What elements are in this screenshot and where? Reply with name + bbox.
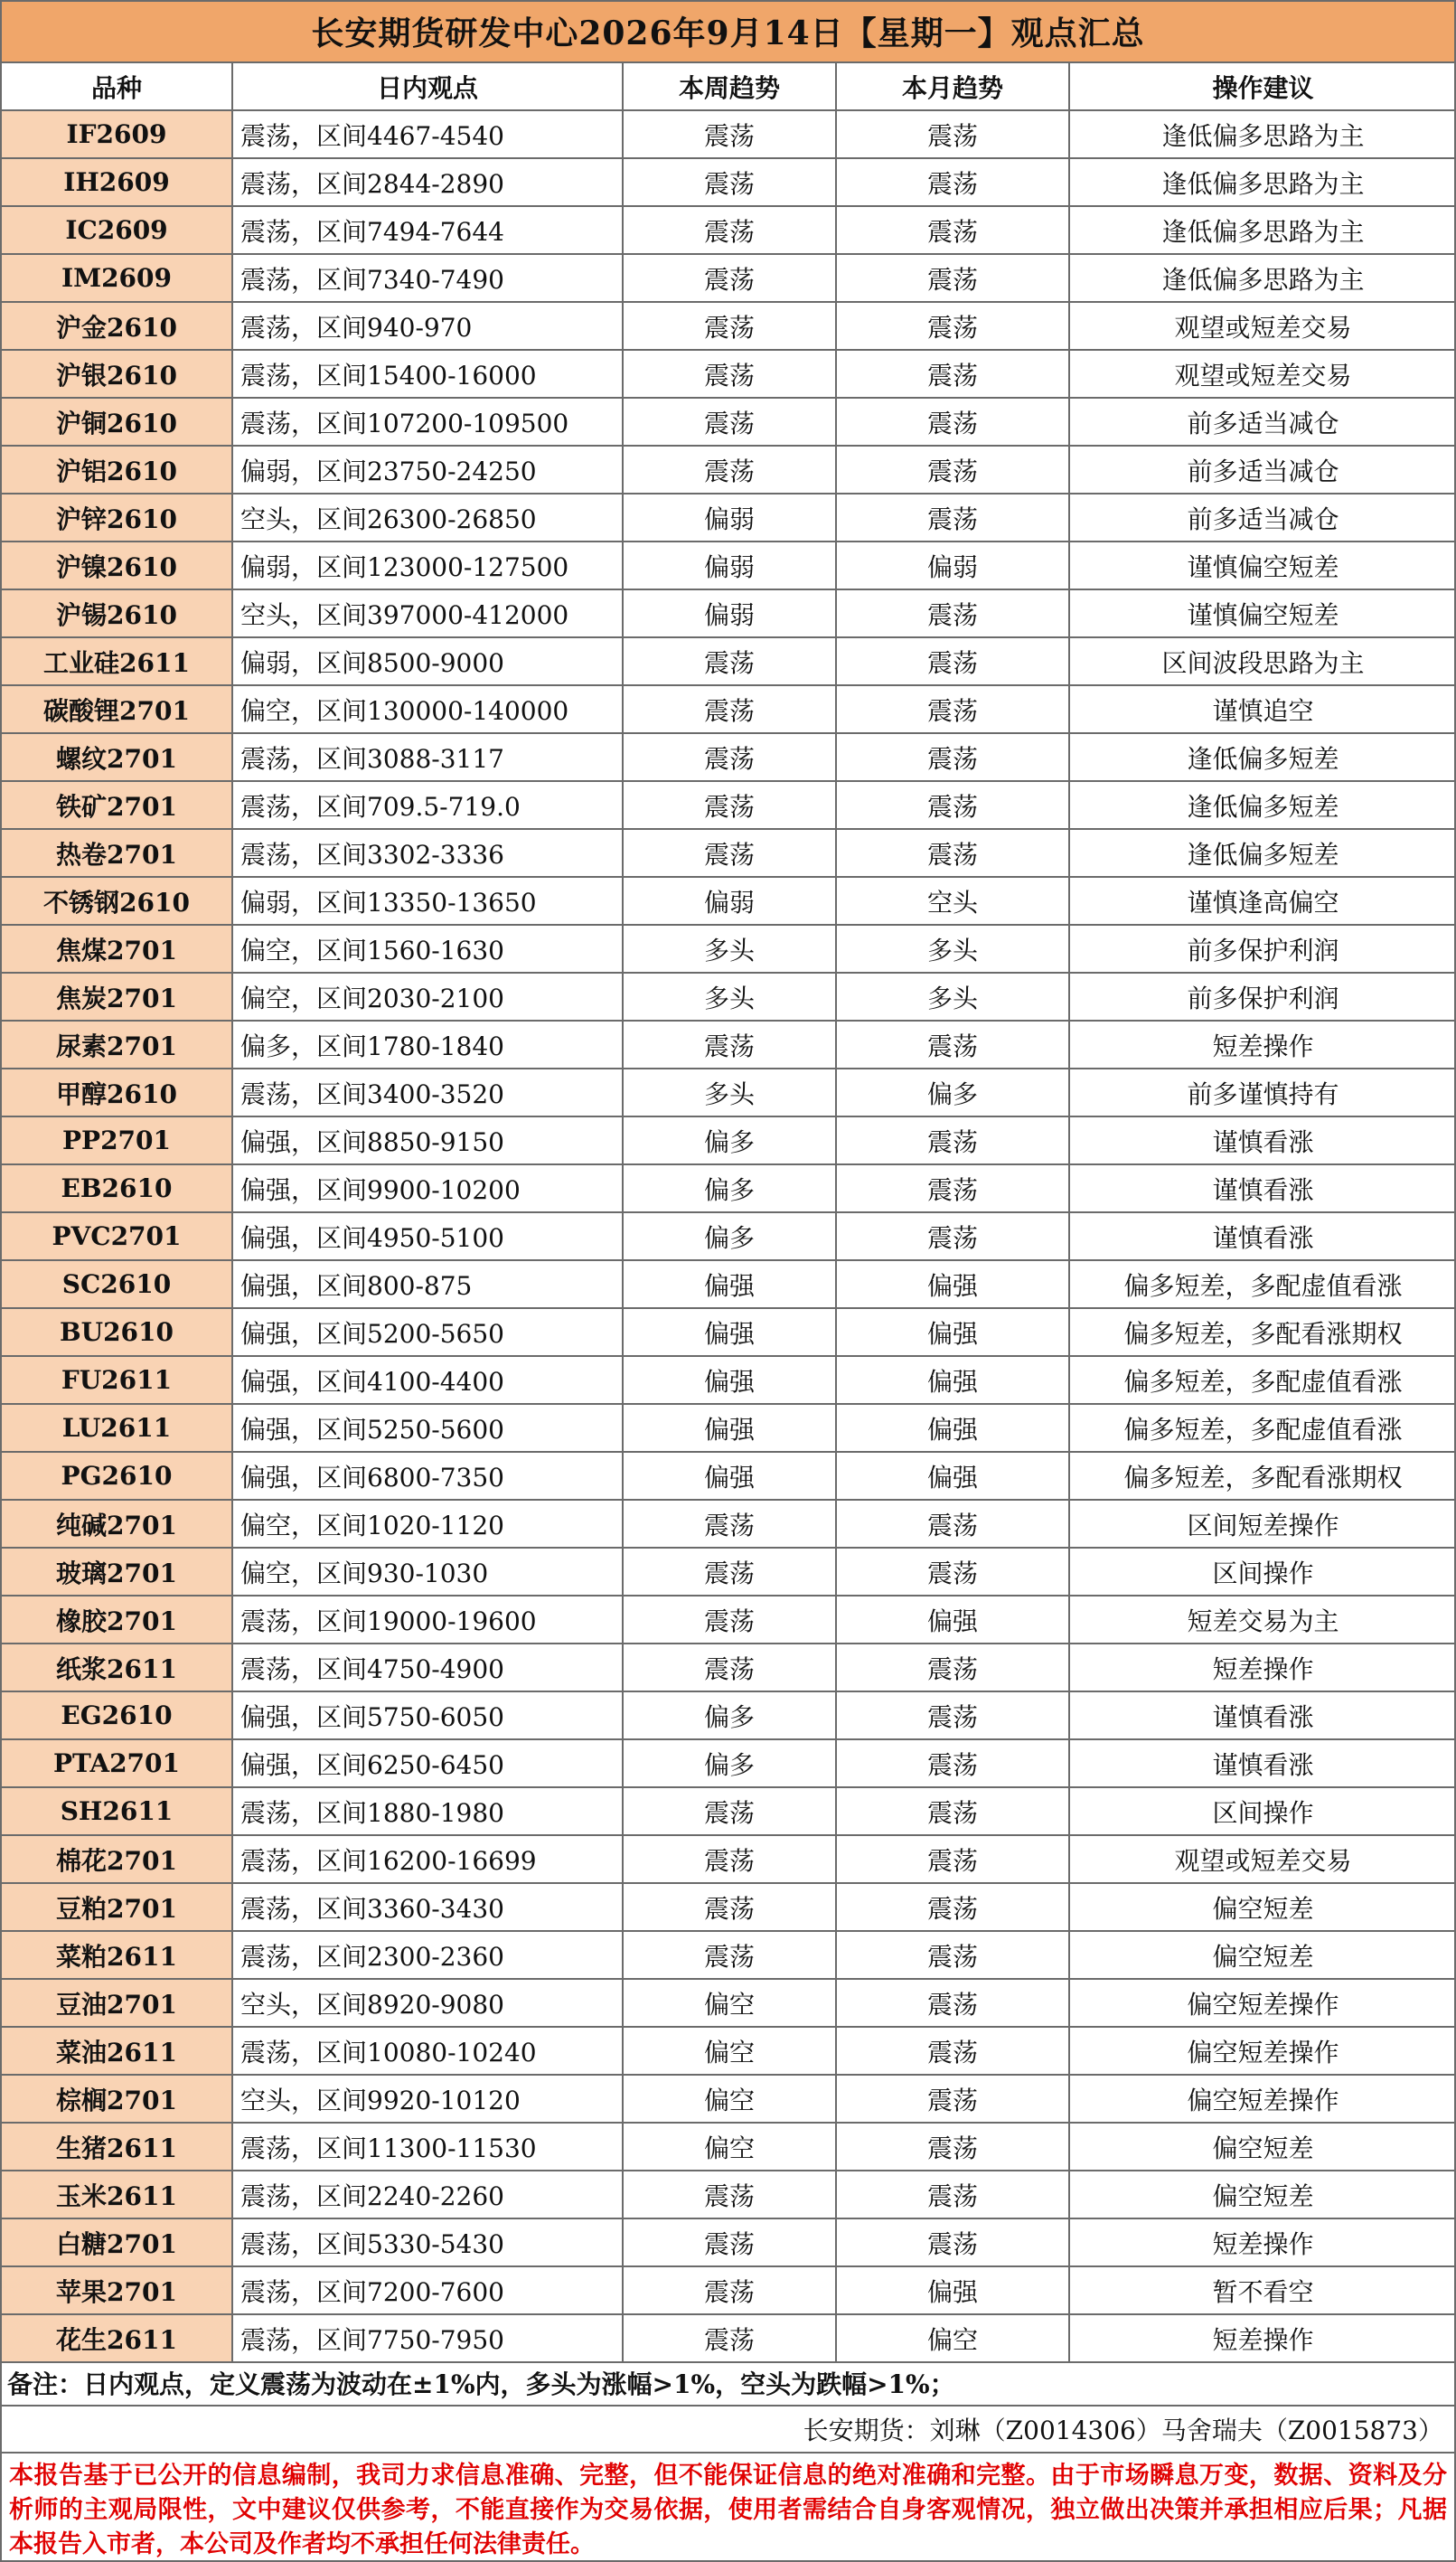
- variety-cell: IM2609: [1, 254, 232, 302]
- variety-cell: 沪金2610: [1, 302, 232, 350]
- table-row: [1, 637, 1456, 685]
- header-monthly-trend: 本月趋势: [836, 62, 1069, 110]
- table-row: [1, 302, 1456, 350]
- intraday-view-cell: 偏强，区间5250-5600: [232, 1404, 623, 1452]
- variety-cell: 铁矿2701: [1, 781, 232, 829]
- weekly-trend-cell: 偏弱: [623, 877, 836, 925]
- monthly-trend-cell: 偏强: [836, 2266, 1069, 2314]
- advice-cell: 偏多短差，多配虚值看涨: [1069, 1404, 1456, 1452]
- weekly-trend-cell: 震荡: [623, 2171, 836, 2218]
- table-row: [1, 973, 1456, 1021]
- variety-cell: 碳酸锂2701: [1, 685, 232, 733]
- advice-cell: 偏空短差操作: [1069, 2075, 1456, 2123]
- weekly-trend-cell: 偏强: [623, 1404, 836, 1452]
- monthly-trend-cell: 震荡: [836, 1931, 1069, 1979]
- variety-cell: SH2611: [1, 1787, 232, 1835]
- table-row: [1, 2123, 1456, 2171]
- monthly-trend-cell: 震荡: [836, 2075, 1069, 2123]
- table-row: [1, 1979, 1456, 2027]
- advice-cell: 偏空短差操作: [1069, 2027, 1456, 2075]
- intraday-view-cell: 偏强，区间6250-6450: [232, 1739, 623, 1787]
- table-row: [1, 1596, 1456, 1644]
- table-row: [1, 1260, 1456, 1308]
- monthly-trend-cell: 震荡: [836, 1116, 1069, 1164]
- table-row: [1, 398, 1456, 446]
- table-row: [1, 1308, 1456, 1356]
- variety-cell: PVC2701: [1, 1212, 232, 1260]
- table-row: [1, 685, 1456, 733]
- advice-cell: 谨慎看涨: [1069, 1212, 1456, 1260]
- weekly-trend-cell: 震荡: [623, 733, 836, 781]
- table-row: [1, 781, 1456, 829]
- weekly-trend-cell: 震荡: [623, 398, 836, 446]
- variety-cell: 白糖2701: [1, 2218, 232, 2266]
- monthly-trend-cell: 震荡: [836, 1979, 1069, 2027]
- table-row: [1, 1691, 1456, 1739]
- advice-cell: 短差操作: [1069, 1021, 1456, 1069]
- table-row: [1, 733, 1456, 781]
- intraday-view-cell: 偏强，区间4100-4400: [232, 1356, 623, 1404]
- advice-cell: 前多适当减仓: [1069, 446, 1456, 494]
- advice-cell: 观望或短差交易: [1069, 350, 1456, 398]
- variety-cell: 螺纹2701: [1, 733, 232, 781]
- table-row: [1, 1548, 1456, 1596]
- intraday-view-cell: 偏强，区间800-875: [232, 1260, 623, 1308]
- weekly-trend-cell: 偏多: [623, 1691, 836, 1739]
- variety-cell: IH2609: [1, 158, 232, 206]
- table-row: [1, 542, 1456, 589]
- monthly-trend-cell: 震荡: [836, 302, 1069, 350]
- weekly-trend-cell: 震荡: [623, 350, 836, 398]
- variety-cell: 玻璃2701: [1, 1548, 232, 1596]
- intraday-view-cell: 震荡，区间107200-109500: [232, 398, 623, 446]
- weekly-trend-cell: 震荡: [623, 781, 836, 829]
- advice-cell: 区间操作: [1069, 1548, 1456, 1596]
- advice-cell: 前多适当减仓: [1069, 398, 1456, 446]
- variety-cell: 焦炭2701: [1, 973, 232, 1021]
- table-row: [1, 2171, 1456, 2218]
- monthly-trend-cell: 震荡: [836, 1212, 1069, 1260]
- table-row: [1, 110, 1456, 158]
- table-row: [1, 158, 1456, 206]
- weekly-trend-cell: 偏弱: [623, 589, 836, 637]
- weekly-trend-cell: 震荡: [623, 1883, 836, 1931]
- variety-cell: 焦煤2701: [1, 925, 232, 973]
- intraday-view-cell: 震荡，区间2844-2890: [232, 158, 623, 206]
- variety-cell: EG2610: [1, 1691, 232, 1739]
- weekly-trend-cell: 偏多: [623, 1116, 836, 1164]
- intraday-view-cell: 震荡，区间4750-4900: [232, 1644, 623, 1691]
- weekly-trend-cell: 多头: [623, 925, 836, 973]
- weekly-trend-cell: 震荡: [623, 1596, 836, 1644]
- monthly-trend-cell: 震荡: [836, 2027, 1069, 2075]
- monthly-trend-cell: 多头: [836, 925, 1069, 973]
- variety-cell: 棕榈2701: [1, 2075, 232, 2123]
- advice-cell: 前多保护利润: [1069, 973, 1456, 1021]
- intraday-view-cell: 震荡，区间709.5-719.0: [232, 781, 623, 829]
- monthly-trend-cell: 震荡: [836, 2218, 1069, 2266]
- intraday-view-cell: 偏空，区间1560-1630: [232, 925, 623, 973]
- table-row: [1, 2314, 1456, 2362]
- weekly-trend-cell: 震荡: [623, 1835, 836, 1883]
- header-variety: 品种: [1, 62, 232, 110]
- footnote: 备注：日内观点，定义震荡为波动在±1%内，多头为涨幅>1%，空头为跌幅>1%；: [0, 2361, 1456, 2407]
- table-row: [1, 2218, 1456, 2266]
- intraday-view-cell: 震荡，区间7750-7950: [232, 2314, 623, 2362]
- table-row: [1, 589, 1456, 637]
- advice-cell: 短差操作: [1069, 1644, 1456, 1691]
- intraday-view-cell: 偏多，区间1780-1840: [232, 1021, 623, 1069]
- weekly-trend-cell: 震荡: [623, 1021, 836, 1069]
- variety-cell: 生猪2611: [1, 2123, 232, 2171]
- variety-cell: 沪镍2610: [1, 542, 232, 589]
- intraday-view-cell: 震荡，区间940-970: [232, 302, 623, 350]
- monthly-trend-cell: 震荡: [836, 446, 1069, 494]
- monthly-trend-cell: 空头: [836, 877, 1069, 925]
- intraday-view-cell: 震荡，区间3088-3117: [232, 733, 623, 781]
- advice-cell: 谨慎看涨: [1069, 1116, 1456, 1164]
- weekly-trend-cell: 震荡: [623, 2218, 836, 2266]
- monthly-trend-cell: 震荡: [836, 781, 1069, 829]
- intraday-view-cell: 偏强，区间5200-5650: [232, 1308, 623, 1356]
- weekly-trend-cell: 偏空: [623, 2123, 836, 2171]
- intraday-view-cell: 震荡，区间7200-7600: [232, 2266, 623, 2314]
- intraday-view-cell: 偏弱，区间13350-13650: [232, 877, 623, 925]
- weekly-trend-cell: 震荡: [623, 254, 836, 302]
- table-row: [1, 877, 1456, 925]
- intraday-view-cell: 偏空，区间1020-1120: [232, 1500, 623, 1548]
- table-row: [1, 1164, 1456, 1212]
- monthly-trend-cell: 震荡: [836, 1021, 1069, 1069]
- variety-cell: 橡胶2701: [1, 1596, 232, 1644]
- intraday-view-cell: 震荡，区间2240-2260: [232, 2171, 623, 2218]
- intraday-view-cell: 震荡，区间11300-11530: [232, 2123, 623, 2171]
- intraday-view-cell: 空头，区间9920-10120: [232, 2075, 623, 2123]
- weekly-trend-cell: 震荡: [623, 637, 836, 685]
- advice-cell: 谨慎偏空短差: [1069, 542, 1456, 589]
- advice-cell: 偏空短差: [1069, 2123, 1456, 2171]
- table-row: [1, 1069, 1456, 1116]
- advice-cell: 谨慎看涨: [1069, 1164, 1456, 1212]
- intraday-view-cell: 空头，区间26300-26850: [232, 494, 623, 542]
- variety-cell: 豆粕2701: [1, 1883, 232, 1931]
- monthly-trend-cell: 震荡: [836, 350, 1069, 398]
- monthly-trend-cell: 震荡: [836, 158, 1069, 206]
- table-row: [1, 1404, 1456, 1452]
- advice-cell: 偏多短差，多配虚值看涨: [1069, 1356, 1456, 1404]
- monthly-trend-cell: 偏强: [836, 1260, 1069, 1308]
- monthly-trend-cell: 震荡: [836, 829, 1069, 877]
- weekly-trend-cell: 偏空: [623, 2075, 836, 2123]
- variety-cell: EB2610: [1, 1164, 232, 1212]
- intraday-view-cell: 震荡，区间4467-4540: [232, 110, 623, 158]
- table-row: [1, 206, 1456, 254]
- weekly-trend-cell: 偏空: [623, 2027, 836, 2075]
- advice-cell: 短差操作: [1069, 2218, 1456, 2266]
- variety-cell: 棉花2701: [1, 1835, 232, 1883]
- advice-cell: 逢低偏多思路为主: [1069, 206, 1456, 254]
- intraday-view-cell: 偏弱，区间8500-9000: [232, 637, 623, 685]
- variety-cell: 尿素2701: [1, 1021, 232, 1069]
- advice-cell: 谨慎看涨: [1069, 1739, 1456, 1787]
- advice-cell: 观望或短差交易: [1069, 1835, 1456, 1883]
- variety-cell: 沪锡2610: [1, 589, 232, 637]
- monthly-trend-cell: 震荡: [836, 2123, 1069, 2171]
- weekly-trend-cell: 偏强: [623, 1308, 836, 1356]
- variety-cell: 沪铜2610: [1, 398, 232, 446]
- weekly-trend-cell: 震荡: [623, 829, 836, 877]
- advice-cell: 偏空短差: [1069, 1931, 1456, 1979]
- weekly-trend-cell: 震荡: [623, 110, 836, 158]
- page-title: 长安期货研发中心2026年9月14日【星期一】观点汇总: [0, 0, 1456, 63]
- monthly-trend-cell: 震荡: [836, 733, 1069, 781]
- advice-cell: 偏空短差: [1069, 1883, 1456, 1931]
- advice-cell: 逢低偏多思路为主: [1069, 158, 1456, 206]
- advice-cell: 谨慎追空: [1069, 685, 1456, 733]
- table-row: [1, 254, 1456, 302]
- variety-cell: 沪银2610: [1, 350, 232, 398]
- advice-cell: 偏空短差: [1069, 2171, 1456, 2218]
- table-row: [1, 1212, 1456, 1260]
- variety-cell: LU2611: [1, 1404, 232, 1452]
- author-line: 长安期货：刘琳（Z0014306）马舍瑞夫（Z0015873）: [0, 2407, 1456, 2454]
- monthly-trend-cell: 偏强: [836, 1596, 1069, 1644]
- weekly-trend-cell: 偏弱: [623, 494, 836, 542]
- weekly-trend-cell: 震荡: [623, 1548, 836, 1596]
- advice-cell: 前多适当减仓: [1069, 494, 1456, 542]
- monthly-trend-cell: 震荡: [836, 1787, 1069, 1835]
- variety-cell: 沪铝2610: [1, 446, 232, 494]
- variety-cell: 纯碱2701: [1, 1500, 232, 1548]
- monthly-trend-cell: 震荡: [836, 589, 1069, 637]
- intraday-view-cell: 震荡，区间1880-1980: [232, 1787, 623, 1835]
- header-operation-advice: 操作建议: [1069, 62, 1456, 110]
- variety-cell: 菜油2611: [1, 2027, 232, 2075]
- advice-cell: 偏多短差，多配看涨期权: [1069, 1308, 1456, 1356]
- intraday-view-cell: 偏强，区间9900-10200: [232, 1164, 623, 1212]
- monthly-trend-cell: 震荡: [836, 494, 1069, 542]
- intraday-view-cell: 偏强，区间4950-5100: [232, 1212, 623, 1260]
- header-intraday-view: 日内观点: [232, 62, 623, 110]
- weekly-trend-cell: 震荡: [623, 446, 836, 494]
- table-row: [1, 1021, 1456, 1069]
- advice-cell: 逢低偏多思路为主: [1069, 254, 1456, 302]
- variety-cell: IC2609: [1, 206, 232, 254]
- weekly-trend-cell: 偏多: [623, 1212, 836, 1260]
- weekly-trend-cell: 偏空: [623, 1979, 836, 2027]
- weekly-trend-cell: 震荡: [623, 158, 836, 206]
- variety-cell: PG2610: [1, 1452, 232, 1500]
- variety-cell: 甲醇2610: [1, 1069, 232, 1116]
- intraday-view-cell: 偏空，区间2030-2100: [232, 973, 623, 1021]
- monthly-trend-cell: 震荡: [836, 1835, 1069, 1883]
- intraday-view-cell: 震荡，区间10080-10240: [232, 2027, 623, 2075]
- variety-cell: 菜粕2611: [1, 1931, 232, 1979]
- weekly-trend-cell: 偏强: [623, 1356, 836, 1404]
- intraday-view-cell: 偏空，区间930-1030: [232, 1548, 623, 1596]
- intraday-view-cell: 震荡，区间3302-3336: [232, 829, 623, 877]
- table-row: [1, 1644, 1456, 1691]
- variety-cell: 纸浆2611: [1, 1644, 232, 1691]
- monthly-trend-cell: 震荡: [836, 1739, 1069, 1787]
- table-row: [1, 829, 1456, 877]
- advice-cell: 前多保护利润: [1069, 925, 1456, 973]
- table-row: [1, 1739, 1456, 1787]
- table-row: [1, 1452, 1456, 1500]
- variety-cell: BU2610: [1, 1308, 232, 1356]
- variety-cell: IF2609: [1, 110, 232, 158]
- monthly-trend-cell: 震荡: [836, 1644, 1069, 1691]
- intraday-view-cell: 震荡，区间2300-2360: [232, 1931, 623, 1979]
- monthly-trend-cell: 震荡: [836, 1548, 1069, 1596]
- monthly-trend-cell: 震荡: [836, 1691, 1069, 1739]
- header-weekly-trend: 本周趋势: [623, 62, 836, 110]
- intraday-view-cell: 震荡，区间7340-7490: [232, 254, 623, 302]
- viewpoint-table: [0, 61, 1456, 2363]
- weekly-trend-cell: 震荡: [623, 1644, 836, 1691]
- advice-cell: 逢低偏多短差: [1069, 733, 1456, 781]
- intraday-view-cell: 偏弱，区间23750-24250: [232, 446, 623, 494]
- monthly-trend-cell: 多头: [836, 973, 1069, 1021]
- advice-cell: 逢低偏多短差: [1069, 781, 1456, 829]
- advice-cell: 逢低偏多思路为主: [1069, 110, 1456, 158]
- weekly-trend-cell: 偏强: [623, 1260, 836, 1308]
- advice-cell: 短差操作: [1069, 2314, 1456, 2362]
- table-row: [1, 1116, 1456, 1164]
- variety-cell: 热卷2701: [1, 829, 232, 877]
- monthly-trend-cell: 偏强: [836, 1452, 1069, 1500]
- variety-cell: PTA2701: [1, 1739, 232, 1787]
- variety-cell: 玉米2611: [1, 2171, 232, 2218]
- advice-cell: 偏多短差，多配看涨期权: [1069, 1452, 1456, 1500]
- monthly-trend-cell: 偏空: [836, 2314, 1069, 2362]
- monthly-trend-cell: 震荡: [836, 1883, 1069, 1931]
- advice-cell: 区间操作: [1069, 1787, 1456, 1835]
- weekly-trend-cell: 震荡: [623, 2314, 836, 2362]
- table-row: [1, 494, 1456, 542]
- table-row: [1, 2266, 1456, 2314]
- variety-cell: 工业硅2611: [1, 637, 232, 685]
- intraday-view-cell: 空头，区间397000-412000: [232, 589, 623, 637]
- weekly-trend-cell: 偏多: [623, 1164, 836, 1212]
- weekly-trend-cell: 偏强: [623, 1452, 836, 1500]
- weekly-trend-cell: 震荡: [623, 1787, 836, 1835]
- intraday-view-cell: 震荡，区间15400-16000: [232, 350, 623, 398]
- weekly-trend-cell: 震荡: [623, 206, 836, 254]
- weekly-trend-cell: 多头: [623, 973, 836, 1021]
- weekly-trend-cell: 震荡: [623, 1931, 836, 1979]
- monthly-trend-cell: 偏强: [836, 1356, 1069, 1404]
- monthly-trend-cell: 偏弱: [836, 542, 1069, 589]
- variety-cell: PP2701: [1, 1116, 232, 1164]
- advice-cell: 区间短差操作: [1069, 1500, 1456, 1548]
- table-row: [1, 350, 1456, 398]
- intraday-view-cell: 偏强，区间6800-7350: [232, 1452, 623, 1500]
- table-row: [1, 1835, 1456, 1883]
- table-row: [1, 925, 1456, 973]
- variety-cell: 苹果2701: [1, 2266, 232, 2314]
- advice-cell: 逢低偏多短差: [1069, 829, 1456, 877]
- monthly-trend-cell: 震荡: [836, 1500, 1069, 1548]
- variety-cell: 豆油2701: [1, 1979, 232, 2027]
- table-header-row: [1, 62, 1456, 110]
- advice-cell: 谨慎看涨: [1069, 1691, 1456, 1739]
- advice-cell: 区间波段思路为主: [1069, 637, 1456, 685]
- intraday-view-cell: 震荡，区间16200-16699: [232, 1835, 623, 1883]
- intraday-view-cell: 偏弱，区间123000-127500: [232, 542, 623, 589]
- advice-cell: 偏空短差操作: [1069, 1979, 1456, 2027]
- monthly-trend-cell: 震荡: [836, 637, 1069, 685]
- variety-cell: 不锈钢2610: [1, 877, 232, 925]
- monthly-trend-cell: 偏强: [836, 1404, 1069, 1452]
- table-row: [1, 1500, 1456, 1548]
- table-row: [1, 2075, 1456, 2123]
- weekly-trend-cell: 震荡: [623, 685, 836, 733]
- intraday-view-cell: 偏空，区间130000-140000: [232, 685, 623, 733]
- table-row: [1, 1931, 1456, 1979]
- disclaimer: 本报告基于已公开的信息编制，我司力求信息准确、完整，但不能保证信息的绝对准确和完整。由于市场瞬息万变，数据、资料及分析师的主观局限性，文中建议仅供参考，不能直接作为交易依据，使用者需结合自身客观情况，独立做出决策并承担相应后果；凡据本报告入市者，本公司及作者均不承担任何法律责任。: [9, 2462, 1447, 2558]
- monthly-trend-cell: 震荡: [836, 254, 1069, 302]
- advice-cell: 前多谨慎持有: [1069, 1069, 1456, 1116]
- advice-cell: 暂不看空: [1069, 2266, 1456, 2314]
- monthly-trend-cell: 震荡: [836, 206, 1069, 254]
- monthly-trend-cell: 震荡: [836, 398, 1069, 446]
- weekly-trend-cell: 多头: [623, 1069, 836, 1116]
- table-row: [1, 2027, 1456, 2075]
- advice-cell: 短差交易为主: [1069, 1596, 1456, 1644]
- intraday-view-cell: 偏强，区间5750-6050: [232, 1691, 623, 1739]
- weekly-trend-cell: 偏多: [623, 1739, 836, 1787]
- weekly-trend-cell: 震荡: [623, 1500, 836, 1548]
- variety-cell: 花生2611: [1, 2314, 232, 2362]
- advice-cell: 谨慎逢高偏空: [1069, 877, 1456, 925]
- table-row: [1, 1883, 1456, 1931]
- weekly-trend-cell: 偏弱: [623, 542, 836, 589]
- monthly-trend-cell: 震荡: [836, 685, 1069, 733]
- monthly-trend-cell: 震荡: [836, 110, 1069, 158]
- monthly-trend-cell: 偏强: [836, 1308, 1069, 1356]
- variety-cell: SC2610: [1, 1260, 232, 1308]
- intraday-view-cell: 空头，区间8920-9080: [232, 1979, 623, 2027]
- intraday-view-cell: 震荡，区间3360-3430: [232, 1883, 623, 1931]
- advice-cell: 偏多短差，多配虚值看涨: [1069, 1260, 1456, 1308]
- intraday-view-cell: 震荡，区间19000-19600: [232, 1596, 623, 1644]
- intraday-view-cell: 震荡，区间5330-5430: [232, 2218, 623, 2266]
- intraday-view-cell: 震荡，区间7494-7644: [232, 206, 623, 254]
- monthly-trend-cell: 震荡: [836, 1164, 1069, 1212]
- table-row: [1, 1356, 1456, 1404]
- advice-cell: 谨慎偏空短差: [1069, 589, 1456, 637]
- table-row: [1, 446, 1456, 494]
- monthly-trend-cell: 震荡: [836, 2171, 1069, 2218]
- weekly-trend-cell: 震荡: [623, 302, 836, 350]
- monthly-trend-cell: 偏多: [836, 1069, 1069, 1116]
- intraday-view-cell: 偏强，区间8850-9150: [232, 1116, 623, 1164]
- weekly-trend-cell: 震荡: [623, 2266, 836, 2314]
- advice-cell: 观望或短差交易: [1069, 302, 1456, 350]
- table-row: [1, 1787, 1456, 1835]
- variety-cell: 沪锌2610: [1, 494, 232, 542]
- variety-cell: FU2611: [1, 1356, 232, 1404]
- intraday-view-cell: 震荡，区间3400-3520: [232, 1069, 623, 1116]
